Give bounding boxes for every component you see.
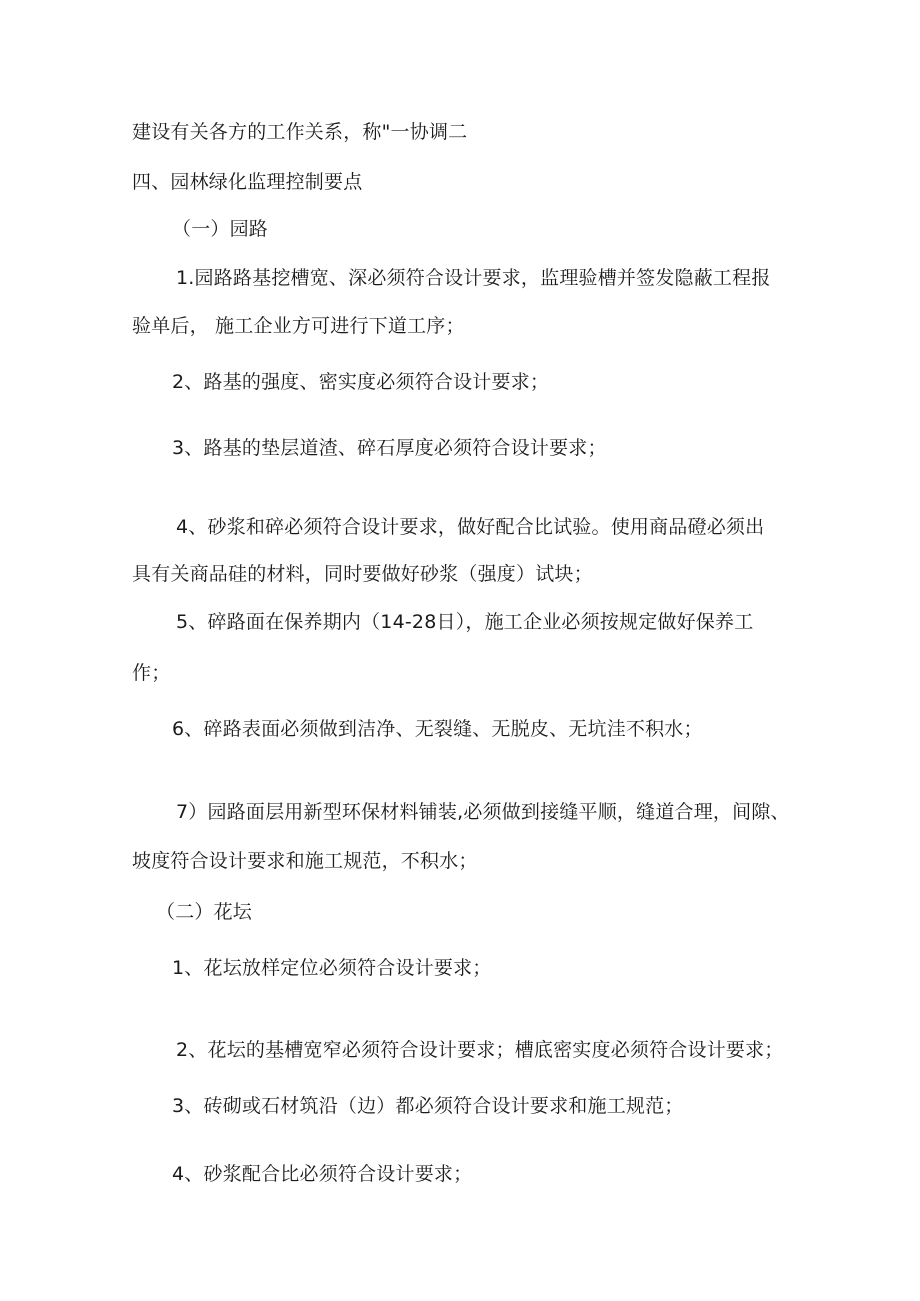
list-item-1-line2: 验单后， 施工企业方可进行下道工序； [132, 315, 465, 337]
list-item-3: 3、路基的垫层道渣、碎石厚度必须符合设计要求； [172, 437, 607, 459]
list-item-5-line1: 5、碎路面在保养期内（14-28日），施工企业必须按规定做好保养工 [176, 611, 754, 633]
list-item-6: 6、碎路表面必须做到洁净、无裂缝、无脱皮、无坑洼不积水； [172, 718, 703, 740]
subsection-heading-huatan: （二）花坛 [156, 901, 253, 923]
list-item-7-line2: 坡度符合设计要求和施工规范，不积水； [132, 850, 478, 872]
section-heading-4: 四、园林绿化监理控制要点 [132, 171, 363, 193]
list-item-4-line2: 具有关商品硅的材料，同时要做好砂浆（强度）试块； [132, 563, 593, 585]
huatan-item-3: 3、砖砌或石材筑沿（边）都必须符合设计要求和施工规范； [172, 1095, 684, 1117]
huatan-item-2: 2、花坛的基槽宽窄必须符合设计要求；槽底密实度必须符合设计要求； [176, 1039, 784, 1061]
subsection-heading-yuanlu: （一）园路 [172, 218, 269, 240]
text-line-intro: 建设有关各方的工作关系，称"一协调二 [132, 121, 468, 143]
list-item-2: 2、路基的强度、密实度必须符合设计要求； [172, 371, 550, 393]
list-item-4-line1: 4、砂浆和碎必须符合设计要求，做好配合比试验。使用商品磴必须出 [176, 516, 765, 538]
list-item-5-line2: 作； [132, 662, 171, 684]
huatan-item-1: 1、花坛放样定位必须符合设计要求； [172, 957, 492, 979]
huatan-item-4: 4、砂浆配合比必须符合设计要求； [172, 1163, 473, 1185]
list-item-7-line1: 7）园路面层用新型环保材料铺装,必须做到接缝平顺，缝道合理，间隙、 [176, 801, 790, 823]
list-item-1-line1: 1.园路路基挖槽宽、深必须符合设计要求，监理验槽并签发隐蔽工程报 [176, 267, 771, 289]
